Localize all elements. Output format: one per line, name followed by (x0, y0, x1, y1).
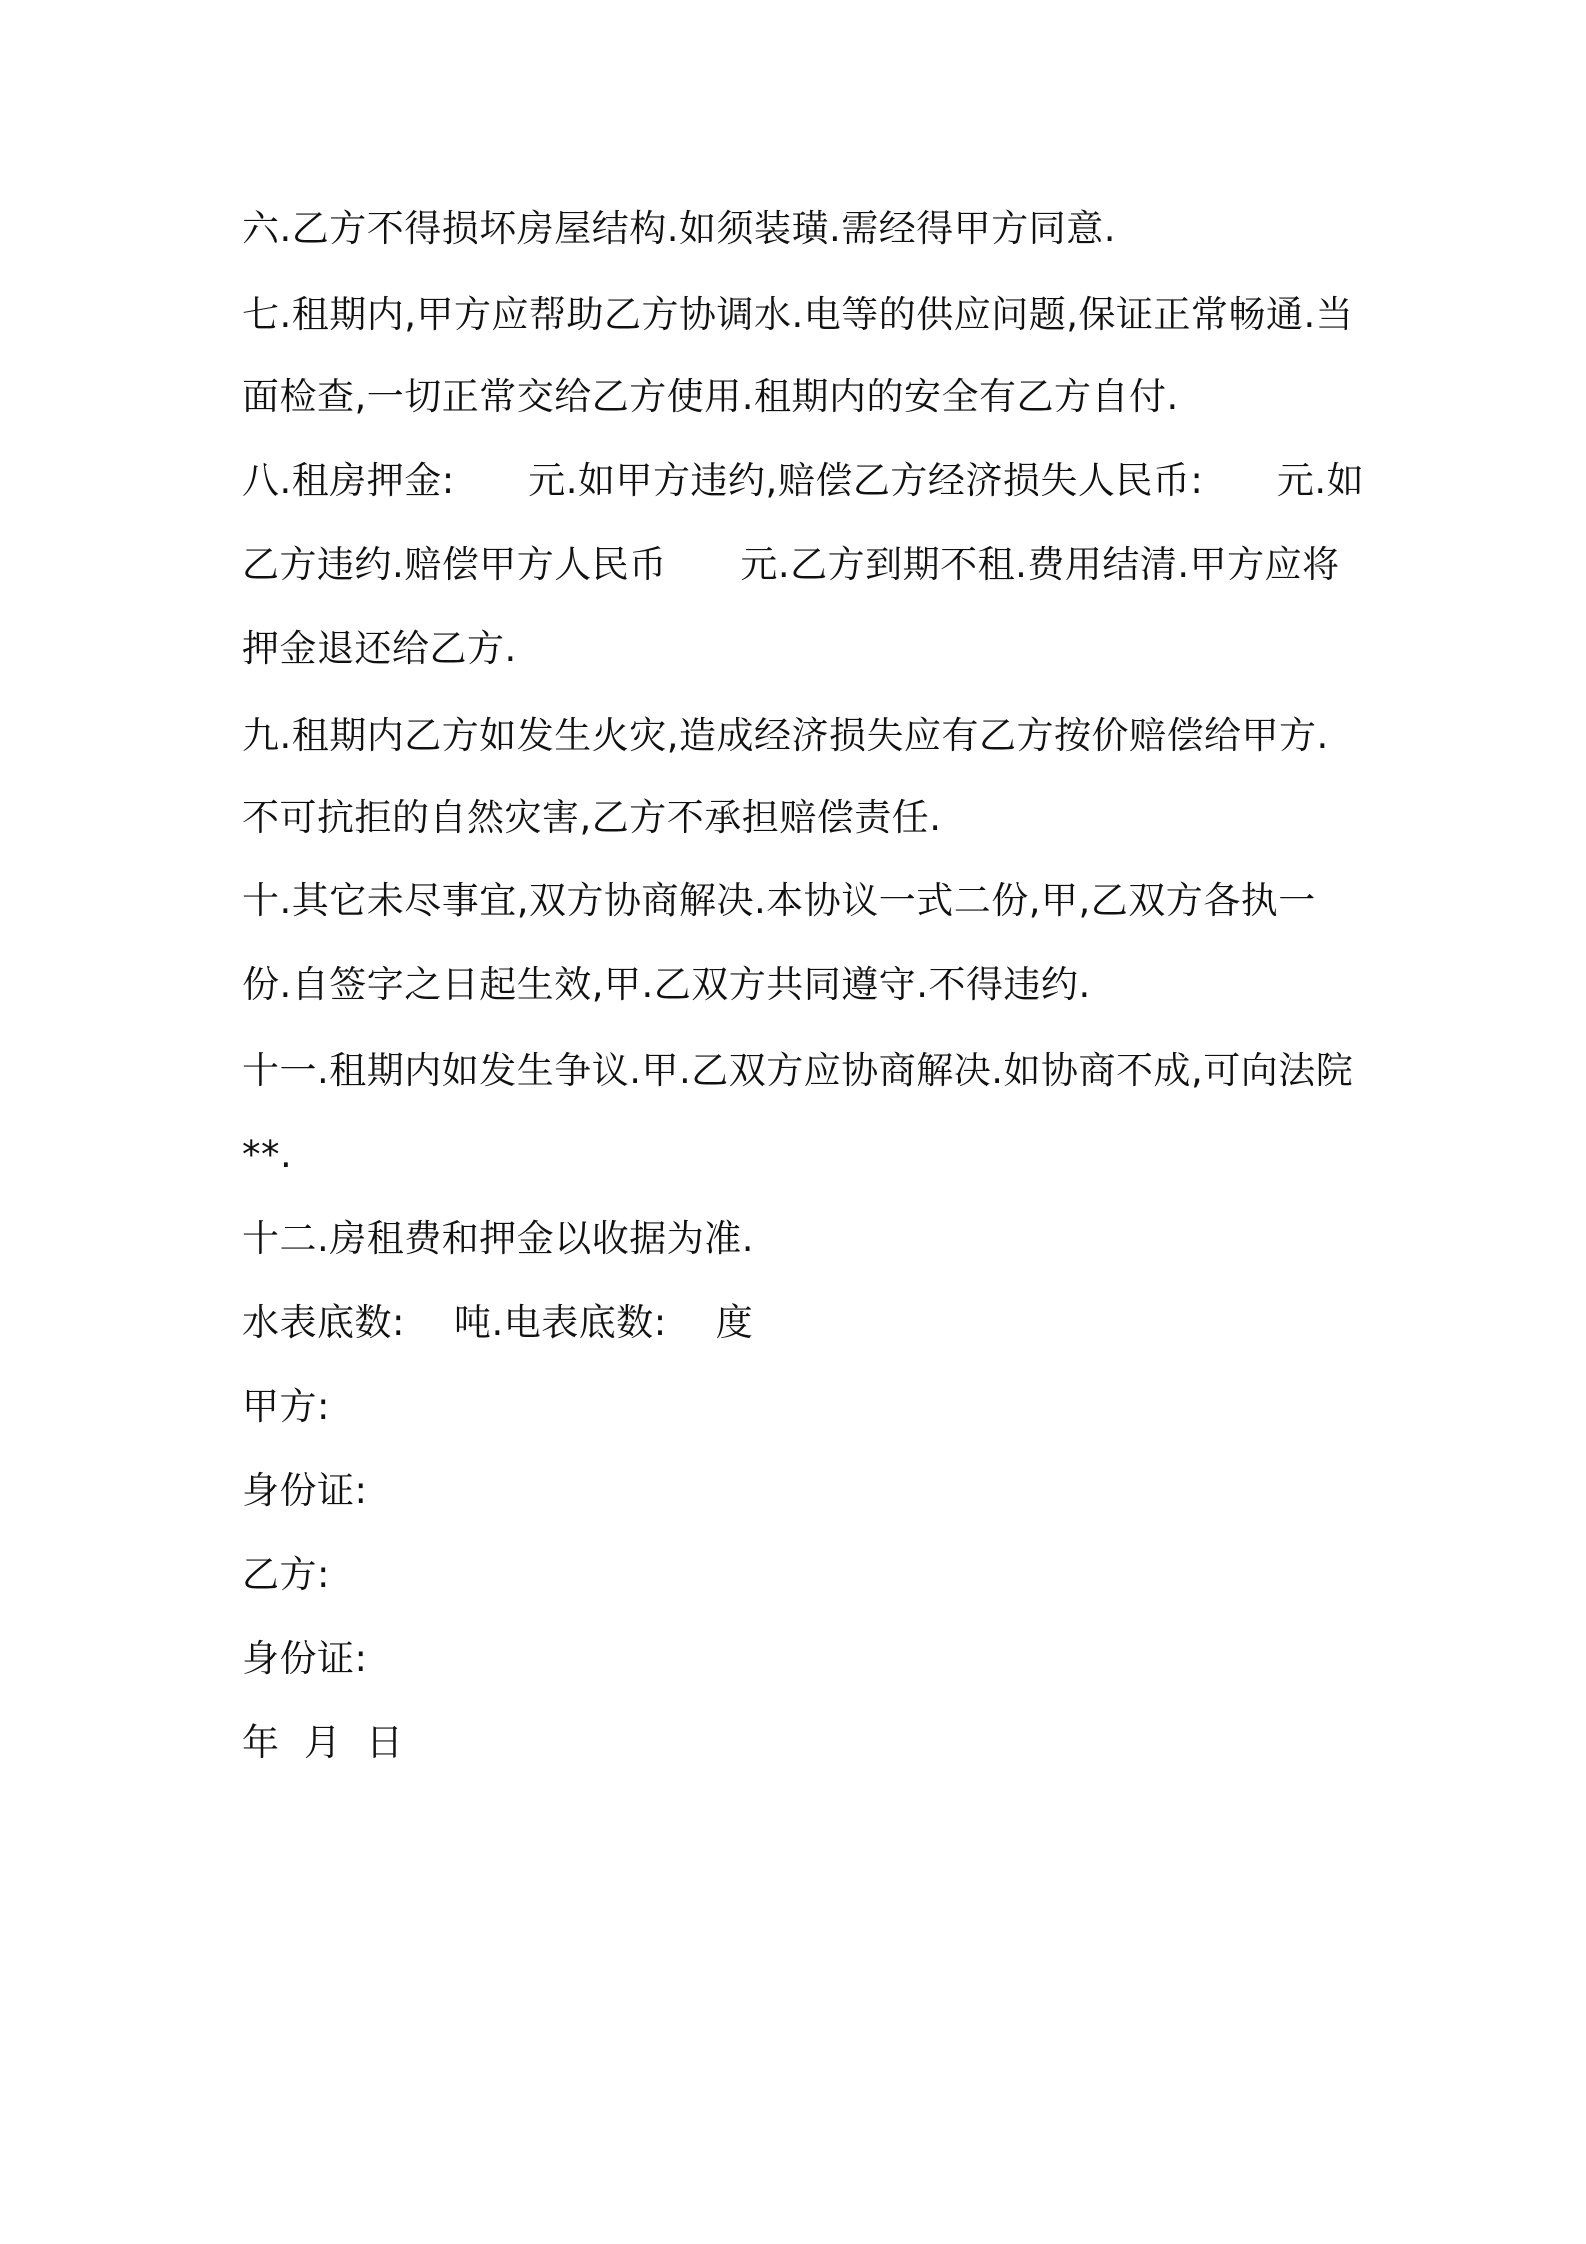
clause-7-line-1: 七.租期内,甲方应帮助乙方协调水.电等的供应问题,保证正常畅通.当 (242, 293, 1354, 336)
clause-9-line-2: 不可抗拒的自然灾害,乙方不承担赔偿责任. (242, 796, 942, 839)
clause-8-line-2: 乙方违约.赔偿甲方人民币 元.乙方到期不租.费用结清.甲方应将 (242, 543, 1340, 586)
party-b-label: 乙方: (242, 1553, 330, 1596)
clause-7-line-2: 面检查,一切正常交给乙方使用.租期内的安全有乙方自付. (242, 375, 1179, 418)
clause-9-line-1: 九.租期内乙方如发生火灾,造成经济损失应有乙方按价赔偿给甲方. (242, 714, 1329, 757)
clause-8-line-1: 八.租房押金: 元.如甲方违约,赔偿乙方经济损失人民币: 元.如 (242, 459, 1365, 502)
clause-12-line-1: 十二.房租费和押金以收据为准. (242, 1217, 755, 1260)
clause-11-line-2: **. (242, 1133, 293, 1176)
party-b-id-label: 身份证: (242, 1637, 368, 1680)
party-a-label: 甲方: (242, 1385, 330, 1428)
clause-10-line-1: 十.其它未尽事宜,双方协商解决.本协议一式二份,甲,乙双方各执一 (242, 879, 1316, 922)
clause-11-line-1: 十一.租期内如发生争议.甲.乙双方应协商解决.如协商不成,可向法院 (242, 1049, 1354, 1092)
signature-date: 年 月 日 (242, 1721, 404, 1764)
clause-10-line-2: 份.自签字之日起生效,甲.乙双方共同遵守.不得违约. (242, 963, 1091, 1006)
party-a-id-label: 身份证: (242, 1469, 368, 1512)
clause-6-line-1: 六.乙方不得损坏房屋结构.如须装璜.需经得甲方同意. (242, 207, 1117, 250)
meter-readings: 水表底数: 吨.电表底数: 度 (242, 1301, 754, 1344)
clause-8-line-3: 押金退还给乙方. (242, 627, 517, 670)
